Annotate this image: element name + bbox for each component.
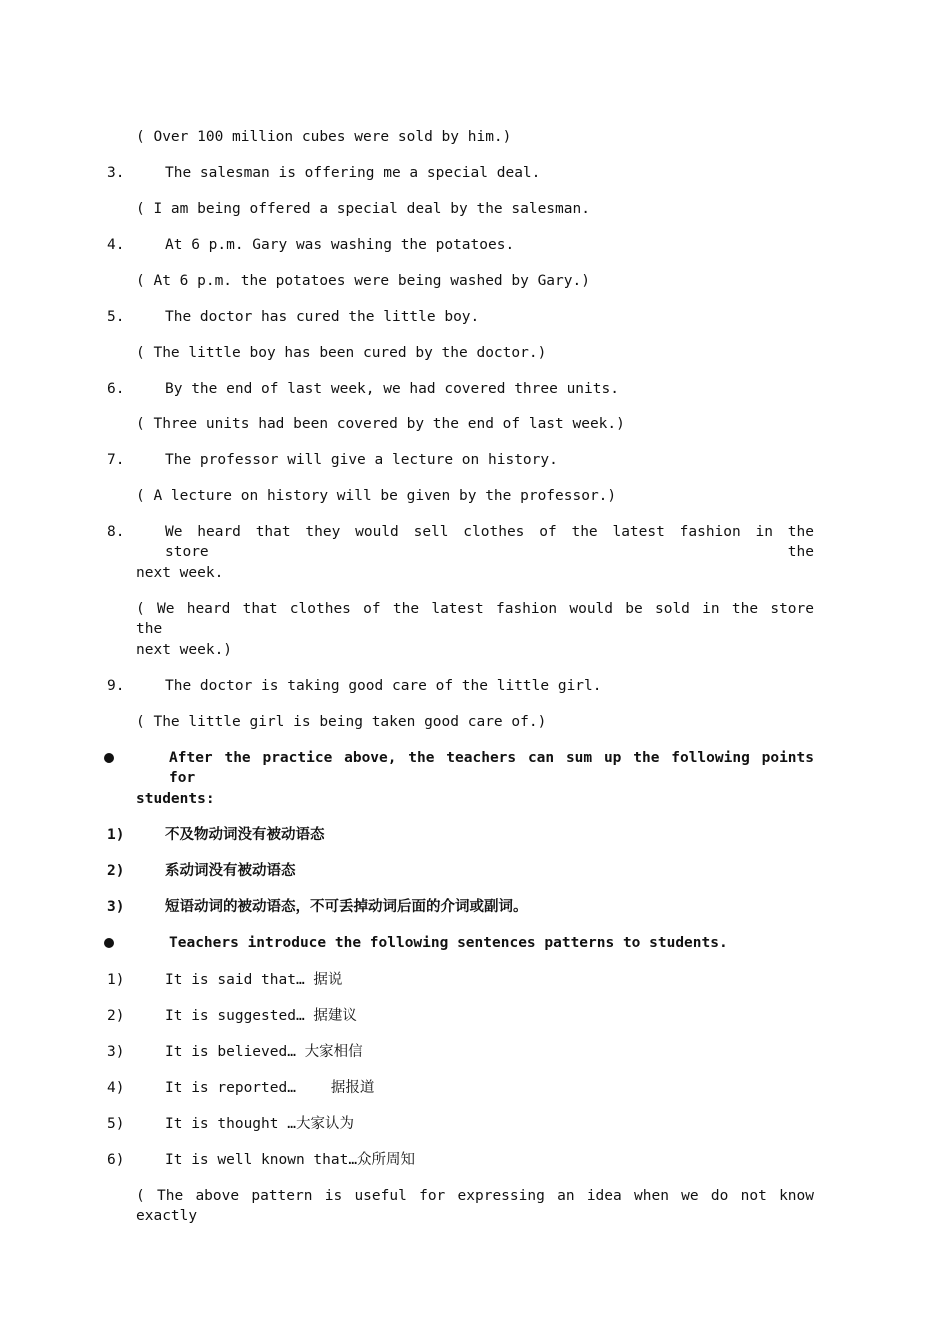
point-text: 不及物动词没有被动语态 <box>165 827 325 843</box>
bullet-icon <box>104 938 114 948</box>
pattern-text: It is believed… 大家相信 <box>165 1044 363 1060</box>
answer-line: ( The little girl is being taken good care of.) <box>136 714 547 730</box>
pattern-text: It is reported… 据报道 <box>165 1080 375 1096</box>
pattern-number: 1) <box>107 972 125 988</box>
answer-line: ( The little boy has been cured by the doctor.) <box>136 345 547 361</box>
point-number: 1) <box>107 827 125 843</box>
sentence-line: We heard that they would sell clothes of the latest fashion in the store the <box>165 524 814 560</box>
pattern-number: 3) <box>107 1044 125 1060</box>
item-number: 9. <box>107 678 125 694</box>
pattern-number: 2) <box>107 1008 125 1024</box>
point-number: 3) <box>107 899 125 915</box>
answer-line: ( A lecture on history will be given by the professor.) <box>136 488 617 504</box>
answer-line: ( We heard that clothes of the latest fashion would be sold in the store the <box>136 601 814 637</box>
summary-heading-continuation: students: <box>136 791 215 807</box>
item-number: 6. <box>107 381 125 397</box>
item-number: 5. <box>107 309 125 325</box>
sentence-line: The doctor has cured the little boy. <box>165 309 480 325</box>
item-number: 7. <box>107 452 125 468</box>
note-line: ( The above pattern is useful for expressing an idea when we do not know exactly <box>136 1188 814 1224</box>
sentence-line: The doctor is taking good care of the little girl. <box>165 678 602 694</box>
sentence-continuation: next week. <box>136 565 224 581</box>
sentence-line: At 6 p.m. Gary was washing the potatoes. <box>165 237 515 253</box>
point-text: 系动词没有被动语态 <box>165 863 296 879</box>
item-number: 8. <box>107 524 125 540</box>
pattern-number: 4) <box>107 1080 125 1096</box>
answer-line: ( At 6 p.m. the potatoes were being washed by Gary.) <box>136 273 590 289</box>
answer-line: ( Over 100 million cubes were sold by him.) <box>136 129 512 145</box>
bullet-icon <box>104 753 114 763</box>
answer-line: ( Three units had been covered by the end of last week.) <box>136 416 625 432</box>
answer-continuation: next week.) <box>136 642 233 658</box>
sentence-line: By the end of last week, we had covered three units. <box>165 381 619 397</box>
pattern-text: It is well known that…众所周知 <box>165 1152 416 1168</box>
point-number: 2) <box>107 863 125 879</box>
sentence-line: The professor will give a lecture on history. <box>165 452 558 468</box>
pattern-text: It is suggested… 据建议 <box>165 1008 357 1024</box>
item-number: 3. <box>107 165 125 181</box>
summary-heading: After the practice above, the teachers can sum up the following points for <box>169 750 814 786</box>
item-number: 4. <box>107 237 125 253</box>
pattern-number: 5) <box>107 1116 125 1132</box>
pattern-text: It is said that… 据说 <box>165 972 343 988</box>
patterns-heading: Teachers introduce the following sentences patterns to students. <box>169 935 728 951</box>
point-text: 短语动词的被动语态，不可丢掉动词后面的介词或副词。 <box>165 899 528 915</box>
sentence-line: The salesman is offering me a special deal. <box>165 165 541 181</box>
pattern-text: It is thought …大家认为 <box>165 1116 354 1132</box>
pattern-number: 6) <box>107 1152 125 1168</box>
answer-line: ( I am being offered a special deal by the salesman. <box>136 201 590 217</box>
